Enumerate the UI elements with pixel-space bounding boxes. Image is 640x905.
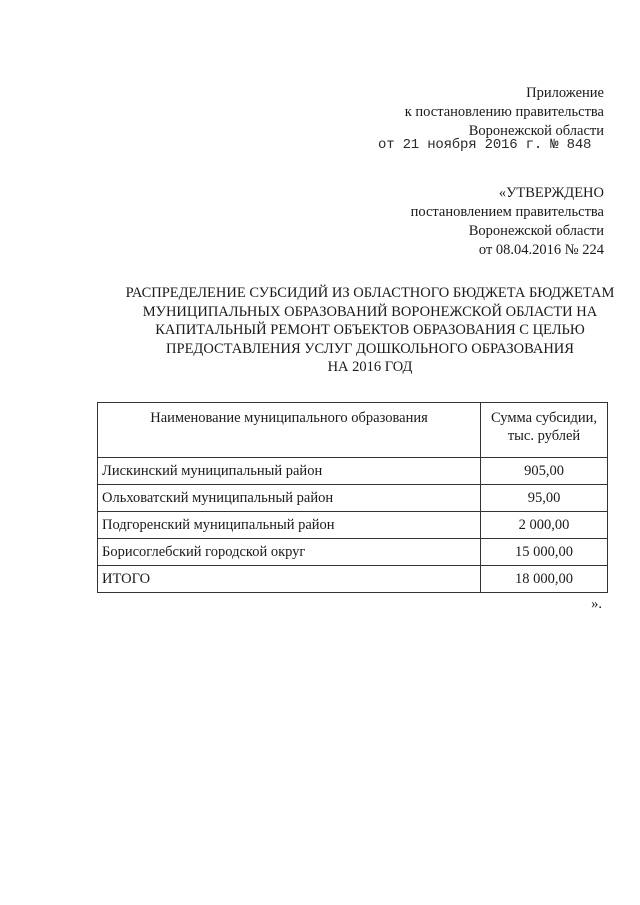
total-row — [98, 566, 608, 593]
municipality-name: Подгоренский муниципальный район — [98, 512, 481, 539]
title-line: ПРЕДОСТАВЛЕНИЯ УСЛУГ ДОШКОЛЬНОГО ОБРАЗОВАНИЯ — [166, 340, 574, 357]
appendix-line: Воронежской области — [468, 123, 604, 139]
title-line: МУНИЦИПАЛЬНЫХ ОБРАЗОВАНИЙ ВОРОНЕЖСКОЙ ОБЛАСТИ НА — [142, 303, 598, 320]
municipality-name: Лискинский муниципальный район — [98, 458, 481, 485]
table-row — [98, 485, 608, 512]
municipality-name: Ольховатский муниципальный район — [98, 485, 481, 512]
table-row — [98, 539, 608, 566]
municipality-name: Борисоглебский городской округ — [98, 539, 481, 566]
approval-line: от 08.04.2016 № 224 — [478, 242, 604, 258]
subsidy-amount: 95,00 — [481, 485, 608, 512]
total-label: ИТОГО — [98, 566, 481, 593]
appendix-header — [405, 84, 604, 141]
total-amount: 18 000,00 — [481, 566, 608, 593]
table-header-row — [98, 403, 608, 458]
subsidy-amount: 905,00 — [481, 458, 608, 485]
header-municipality: Наименование муниципального образования — [98, 403, 481, 458]
subsidy-amount: 15 000,00 — [481, 539, 608, 566]
approval-block — [411, 184, 604, 260]
approval-line: постановлением правительства — [410, 204, 604, 220]
header-amount-line: Сумма субсидии, — [490, 410, 598, 426]
appendix-line: Приложение — [526, 85, 604, 101]
closing-quote-mark: ». — [591, 596, 602, 612]
table-row — [98, 512, 608, 539]
title-line: НА 2016 ГОД — [327, 359, 413, 375]
date-number-stamp: от 21 ноября 2016 г. № 848 — [378, 137, 592, 153]
document-title — [90, 284, 640, 377]
table-row — [98, 458, 608, 485]
subsidy-amount: 2 000,00 — [481, 512, 608, 539]
approval-line: Воронежской области — [468, 223, 604, 239]
title-line: РАСПРЕДЕЛЕНИЕ СУБСИДИЙ ИЗ ОБЛАСТНОГО БЮДЖЕТА БЮДЖЕТАМ — [125, 285, 615, 301]
subsidies-table — [97, 402, 608, 593]
header-amount — [481, 403, 608, 458]
title-line: КАПИТАЛЬНЫЙ РЕМОНТ ОБЪЕКТОВ ОБРАЗОВАНИЯ С ЦЕЛЬЮ — [155, 322, 585, 338]
appendix-line: к постановлению правительства — [404, 104, 604, 120]
header-amount-line: тыс. рублей — [507, 428, 581, 444]
approval-line: «УТВЕРЖДЕНО — [498, 185, 604, 201]
